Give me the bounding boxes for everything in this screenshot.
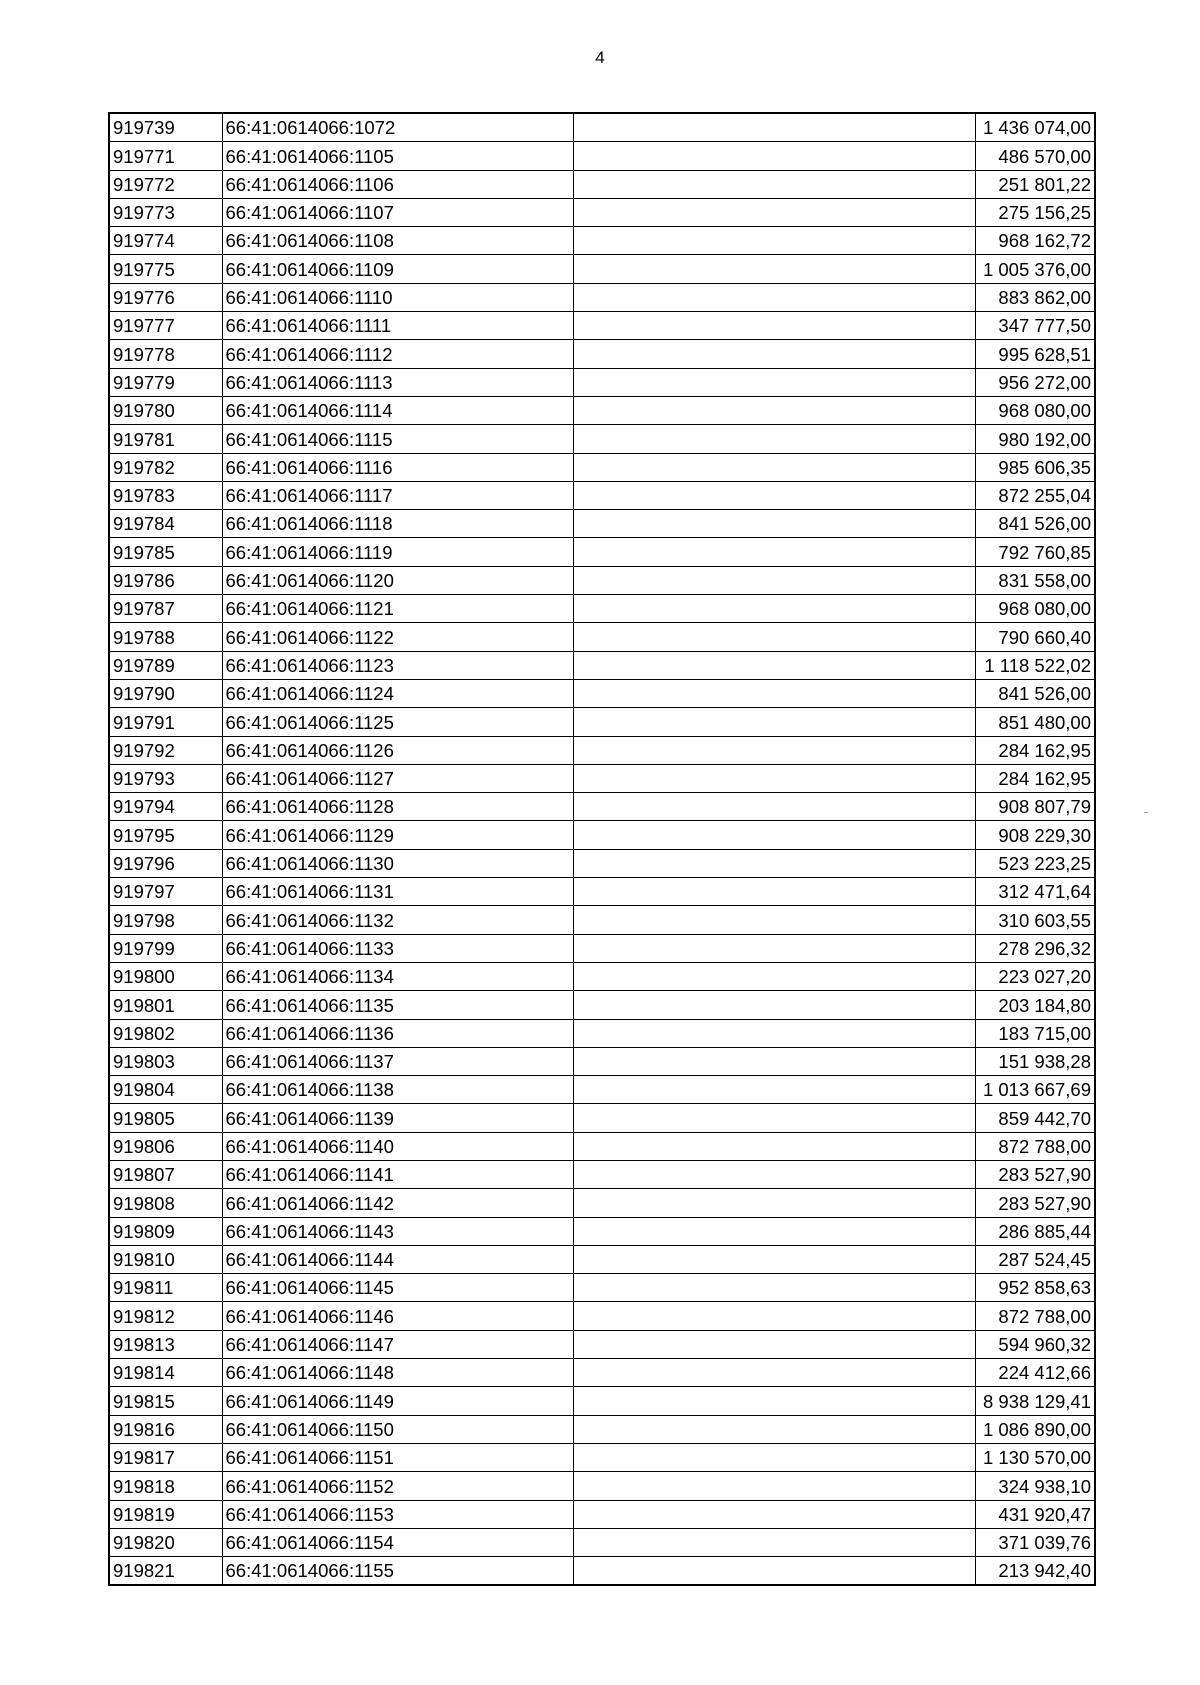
empty-cell [573,1019,975,1047]
empty-cell [573,849,975,877]
empty-cell [573,1076,975,1104]
empty-cell [573,1387,975,1415]
empty-cell [573,1189,975,1217]
table-row [109,1387,1095,1415]
table-row [109,793,1095,821]
cadastral-number-cell: 66:41:0614066:1116 [222,453,573,481]
row-id-cell: 919791 [109,708,222,736]
empty-cell [573,1330,975,1358]
cadastral-number-cell: 66:41:0614066:1128 [222,793,573,821]
table-row [109,906,1095,934]
empty-cell [573,283,975,311]
row-id-cell: 919802 [109,1019,222,1047]
row-id-cell: 919783 [109,481,222,509]
empty-cell [573,1274,975,1302]
cadastral-number-cell: 66:41:0614066:1105 [222,142,573,170]
row-id-cell: 919818 [109,1472,222,1500]
row-id-cell: 919811 [109,1274,222,1302]
cadastral-number-cell: 66:41:0614066:1122 [222,623,573,651]
empty-cell [573,1047,975,1075]
empty-cell [573,1217,975,1245]
row-id-cell: 919797 [109,878,222,906]
row-id-cell: 919784 [109,510,222,538]
cadastral-number-cell: 66:41:0614066:1137 [222,1047,573,1075]
empty-cell [573,962,975,990]
cadastral-value-cell: 968 080,00 [975,595,1095,623]
cadastral-value-cell: 151 938,28 [975,1047,1095,1075]
cadastral-value-cell: 283 527,90 [975,1160,1095,1188]
table-row [109,142,1095,170]
row-id-cell: 919794 [109,793,222,821]
row-id-cell: 919781 [109,425,222,453]
table-row [109,425,1095,453]
cadastral-value-cell: 831 558,00 [975,566,1095,594]
cadastral-number-cell: 66:41:0614066:1152 [222,1472,573,1500]
cadastral-value-cell: 284 162,95 [975,764,1095,792]
empty-cell [573,481,975,509]
table-row [109,113,1095,142]
cadastral-value-cell: 851 480,00 [975,708,1095,736]
row-id-cell: 919809 [109,1217,222,1245]
empty-cell [573,170,975,198]
cadastral-value-cell: 872 255,04 [975,481,1095,509]
empty-cell [573,736,975,764]
empty-cell [573,821,975,849]
row-id-cell: 919780 [109,396,222,424]
cadastral-number-cell: 66:41:0614066:1136 [222,1019,573,1047]
row-id-cell: 919803 [109,1047,222,1075]
table-row [109,1160,1095,1188]
row-id-cell: 919787 [109,595,222,623]
cadastral-number-cell: 66:41:0614066:1126 [222,736,573,764]
cadastral-value-cell: 968 080,00 [975,396,1095,424]
row-id-cell: 919819 [109,1500,222,1528]
row-id-cell: 919806 [109,1132,222,1160]
cadastral-value-cell: 224 412,66 [975,1359,1095,1387]
row-id-cell: 919812 [109,1302,222,1330]
cadastral-number-cell: 66:41:0614066:1141 [222,1160,573,1188]
table-row [109,453,1095,481]
table-row [109,1104,1095,1132]
table-row [109,1217,1095,1245]
cadastral-number-cell: 66:41:0614066:1120 [222,566,573,594]
page-number: 4 [595,48,605,67]
row-id-cell: 919800 [109,962,222,990]
empty-cell [573,1500,975,1528]
cadastral-value-cell: 312 471,64 [975,878,1095,906]
table-row [109,962,1095,990]
row-id-cell: 919801 [109,991,222,1019]
empty-cell [573,878,975,906]
cadastral-number-cell: 66:41:0614066:1121 [222,595,573,623]
cadastral-number-cell: 66:41:0614066:1131 [222,878,573,906]
row-id-cell: 919795 [109,821,222,849]
table-row [109,1302,1095,1330]
scan-speck [1144,812,1148,813]
table-row [109,566,1095,594]
row-id-cell: 919796 [109,849,222,877]
table-row [109,1274,1095,1302]
cadastral-value-cell: 1 005 376,00 [975,255,1095,283]
row-id-cell: 919778 [109,340,222,368]
empty-cell [573,793,975,821]
table-row [109,368,1095,396]
table-row [109,1047,1095,1075]
table-row [109,849,1095,877]
row-id-cell: 919814 [109,1359,222,1387]
cadastral-number-cell: 66:41:0614066:1153 [222,1500,573,1528]
cadastral-number-cell: 66:41:0614066:1155 [222,1557,573,1586]
table-row [109,878,1095,906]
empty-cell [573,425,975,453]
table-row [109,1528,1095,1556]
empty-cell [573,991,975,1019]
table-row [109,595,1095,623]
empty-cell [573,764,975,792]
cadastral-number-cell: 66:41:0614066:1123 [222,651,573,679]
cadastral-number-cell: 66:41:0614066:1139 [222,1104,573,1132]
row-id-cell: 919789 [109,651,222,679]
cadastral-value-cell: 431 920,47 [975,1500,1095,1528]
cadastral-value-cell: 371 039,76 [975,1528,1095,1556]
cadastral-value-cell: 251 801,22 [975,170,1095,198]
cadastral-value-cell: 275 156,25 [975,198,1095,226]
table-row [109,679,1095,707]
empty-cell [573,1472,975,1500]
row-id-cell: 919772 [109,170,222,198]
table-row [109,481,1095,509]
cadastral-number-cell: 66:41:0614066:1145 [222,1274,573,1302]
table-row [109,1359,1095,1387]
table-row [109,1076,1095,1104]
cadastral-number-cell: 66:41:0614066:1134 [222,962,573,990]
cadastral-number-cell: 66:41:0614066:1149 [222,1387,573,1415]
table-row [109,1415,1095,1443]
empty-cell [573,1245,975,1273]
table-row [109,821,1095,849]
row-id-cell: 919810 [109,1245,222,1273]
cadastral-value-cell: 324 938,10 [975,1472,1095,1500]
cadastral-value-cell: 8 938 129,41 [975,1387,1095,1415]
cadastral-number-cell: 66:41:0614066:1130 [222,849,573,877]
cadastral-number-cell: 66:41:0614066:1133 [222,934,573,962]
table-row [109,170,1095,198]
table-row [109,1443,1095,1471]
cadastral-value-cell: 908 229,30 [975,821,1095,849]
cadastral-number-cell: 66:41:0614066:1118 [222,510,573,538]
empty-cell [573,312,975,340]
cadastral-number-cell: 66:41:0614066:1111 [222,312,573,340]
table-row [109,1557,1095,1586]
cadastral-value-cell: 1 130 570,00 [975,1443,1095,1471]
row-id-cell: 919775 [109,255,222,283]
row-id-cell: 919782 [109,453,222,481]
cadastral-value-cell: 486 570,00 [975,142,1095,170]
row-id-cell: 919813 [109,1330,222,1358]
cadastral-value-cell: 908 807,79 [975,793,1095,821]
cadastral-value-cell: 956 272,00 [975,368,1095,396]
table-row [109,934,1095,962]
empty-cell [573,1160,975,1188]
table-row [109,764,1095,792]
cadastral-value-table [108,112,1096,1586]
cadastral-value-cell: 841 526,00 [975,510,1095,538]
cadastral-number-cell: 66:41:0614066:1110 [222,283,573,311]
table-row [109,312,1095,340]
cadastral-value-cell: 310 603,55 [975,906,1095,934]
empty-cell [573,396,975,424]
cadastral-number-cell: 66:41:0614066:1146 [222,1302,573,1330]
cadastral-value-cell: 1 013 667,69 [975,1076,1095,1104]
row-id-cell: 919805 [109,1104,222,1132]
cadastral-value-cell: 347 777,50 [975,312,1095,340]
row-id-cell: 919776 [109,283,222,311]
empty-cell [573,368,975,396]
table-row [109,227,1095,255]
cadastral-number-cell: 66:41:0614066:1106 [222,170,573,198]
row-id-cell: 919792 [109,736,222,764]
table-row [109,198,1095,226]
row-id-cell: 919788 [109,623,222,651]
row-id-cell: 919739 [109,113,222,142]
cadastral-value-cell: 203 184,80 [975,991,1095,1019]
cadastral-number-cell: 66:41:0614066:1132 [222,906,573,934]
cadastral-value-cell: 284 162,95 [975,736,1095,764]
empty-cell [573,538,975,566]
cadastral-number-cell: 66:41:0614066:1138 [222,1076,573,1104]
row-id-cell: 919774 [109,227,222,255]
row-id-cell: 919808 [109,1189,222,1217]
empty-cell [573,340,975,368]
cadastral-number-cell: 66:41:0614066:1115 [222,425,573,453]
cadastral-value-cell: 1 118 522,02 [975,651,1095,679]
row-id-cell: 919786 [109,566,222,594]
empty-cell [573,566,975,594]
cadastral-number-cell: 66:41:0614066:1125 [222,708,573,736]
cadastral-value-cell: 594 960,32 [975,1330,1095,1358]
cadastral-number-cell: 66:41:0614066:1144 [222,1245,573,1273]
cadastral-value-cell: 523 223,25 [975,849,1095,877]
table-row [109,510,1095,538]
empty-cell [573,679,975,707]
cadastral-number-cell: 66:41:0614066:1107 [222,198,573,226]
cadastral-value-cell: 223 027,20 [975,962,1095,990]
empty-cell [573,113,975,142]
table-body [109,113,1095,1585]
cadastral-number-cell: 66:41:0614066:1108 [222,227,573,255]
row-id-cell: 919820 [109,1528,222,1556]
cadastral-value-cell: 841 526,00 [975,679,1095,707]
table-row [109,1472,1095,1500]
empty-cell [573,198,975,226]
table-row [109,623,1095,651]
cadastral-number-cell: 66:41:0614066:1148 [222,1359,573,1387]
cadastral-number-cell: 66:41:0614066:1147 [222,1330,573,1358]
row-id-cell: 919817 [109,1443,222,1471]
row-id-cell: 919773 [109,198,222,226]
empty-cell [573,510,975,538]
cadastral-value-cell: 980 192,00 [975,425,1095,453]
cadastral-number-cell: 66:41:0614066:1151 [222,1443,573,1471]
cadastral-value-cell: 1 436 074,00 [975,113,1095,142]
row-id-cell: 919779 [109,368,222,396]
cadastral-value-cell: 213 942,40 [975,1557,1095,1586]
table-row [109,1132,1095,1160]
cadastral-value-cell: 1 086 890,00 [975,1415,1095,1443]
cadastral-value-cell: 278 296,32 [975,934,1095,962]
table-row [109,736,1095,764]
row-id-cell: 919785 [109,538,222,566]
cadastral-number-cell: 66:41:0614066:1072 [222,113,573,142]
row-id-cell: 919807 [109,1160,222,1188]
cadastral-value-cell: 985 606,35 [975,453,1095,481]
cadastral-number-cell: 66:41:0614066:1142 [222,1189,573,1217]
cadastral-value-cell: 286 885,44 [975,1217,1095,1245]
cadastral-number-cell: 66:41:0614066:1109 [222,255,573,283]
empty-cell [573,453,975,481]
cadastral-number-cell: 66:41:0614066:1154 [222,1528,573,1556]
cadastral-number-cell: 66:41:0614066:1113 [222,368,573,396]
empty-cell [573,708,975,736]
empty-cell [573,1302,975,1330]
table-row [109,1019,1095,1047]
table-row [109,991,1095,1019]
cadastral-value-cell: 183 715,00 [975,1019,1095,1047]
cadastral-value-cell: 952 858,63 [975,1274,1095,1302]
cadastral-value-cell: 883 862,00 [975,283,1095,311]
empty-cell [573,934,975,962]
table-row [109,1245,1095,1273]
empty-cell [573,651,975,679]
cadastral-number-cell: 66:41:0614066:1135 [222,991,573,1019]
cadastral-number-cell: 66:41:0614066:1124 [222,679,573,707]
row-id-cell: 919798 [109,906,222,934]
cadastral-number-cell: 66:41:0614066:1129 [222,821,573,849]
table-row [109,340,1095,368]
empty-cell [573,142,975,170]
empty-cell [573,255,975,283]
cadastral-value-cell: 872 788,00 [975,1302,1095,1330]
row-id-cell: 919804 [109,1076,222,1104]
row-id-cell: 919816 [109,1415,222,1443]
empty-cell [573,1132,975,1160]
empty-cell [573,1359,975,1387]
cadastral-number-cell: 66:41:0614066:1127 [222,764,573,792]
cadastral-value-cell: 872 788,00 [975,1132,1095,1160]
row-id-cell: 919771 [109,142,222,170]
cadastral-number-cell: 66:41:0614066:1114 [222,396,573,424]
row-id-cell: 919793 [109,764,222,792]
row-id-cell: 919799 [109,934,222,962]
table-row [109,396,1095,424]
empty-cell [573,1104,975,1132]
table-row [109,538,1095,566]
table-row [109,255,1095,283]
cadastral-number-cell: 66:41:0614066:1150 [222,1415,573,1443]
table-row [109,1189,1095,1217]
table-row [109,651,1095,679]
cadastral-number-cell: 66:41:0614066:1143 [222,1217,573,1245]
cadastral-value-cell: 968 162,72 [975,227,1095,255]
cadastral-value-cell: 283 527,90 [975,1189,1095,1217]
cadastral-number-cell: 66:41:0614066:1117 [222,481,573,509]
cadastral-number-cell: 66:41:0614066:1140 [222,1132,573,1160]
cadastral-number-cell: 66:41:0614066:1119 [222,538,573,566]
table-row [109,708,1095,736]
empty-cell [573,227,975,255]
row-id-cell: 919777 [109,312,222,340]
table-row [109,283,1095,311]
empty-cell [573,623,975,651]
cadastral-value-cell: 995 628,51 [975,340,1095,368]
empty-cell [573,1557,975,1586]
empty-cell [573,1528,975,1556]
table-row [109,1500,1095,1528]
cadastral-value-cell: 287 524,45 [975,1245,1095,1273]
empty-cell [573,1415,975,1443]
row-id-cell: 919815 [109,1387,222,1415]
cadastral-number-cell: 66:41:0614066:1112 [222,340,573,368]
empty-cell [573,1443,975,1471]
empty-cell [573,595,975,623]
table-row [109,1330,1095,1358]
row-id-cell: 919821 [109,1557,222,1586]
cadastral-value-cell: 859 442,70 [975,1104,1095,1132]
cadastral-value-cell: 790 660,40 [975,623,1095,651]
cadastral-value-cell: 792 760,85 [975,538,1095,566]
empty-cell [573,906,975,934]
row-id-cell: 919790 [109,679,222,707]
